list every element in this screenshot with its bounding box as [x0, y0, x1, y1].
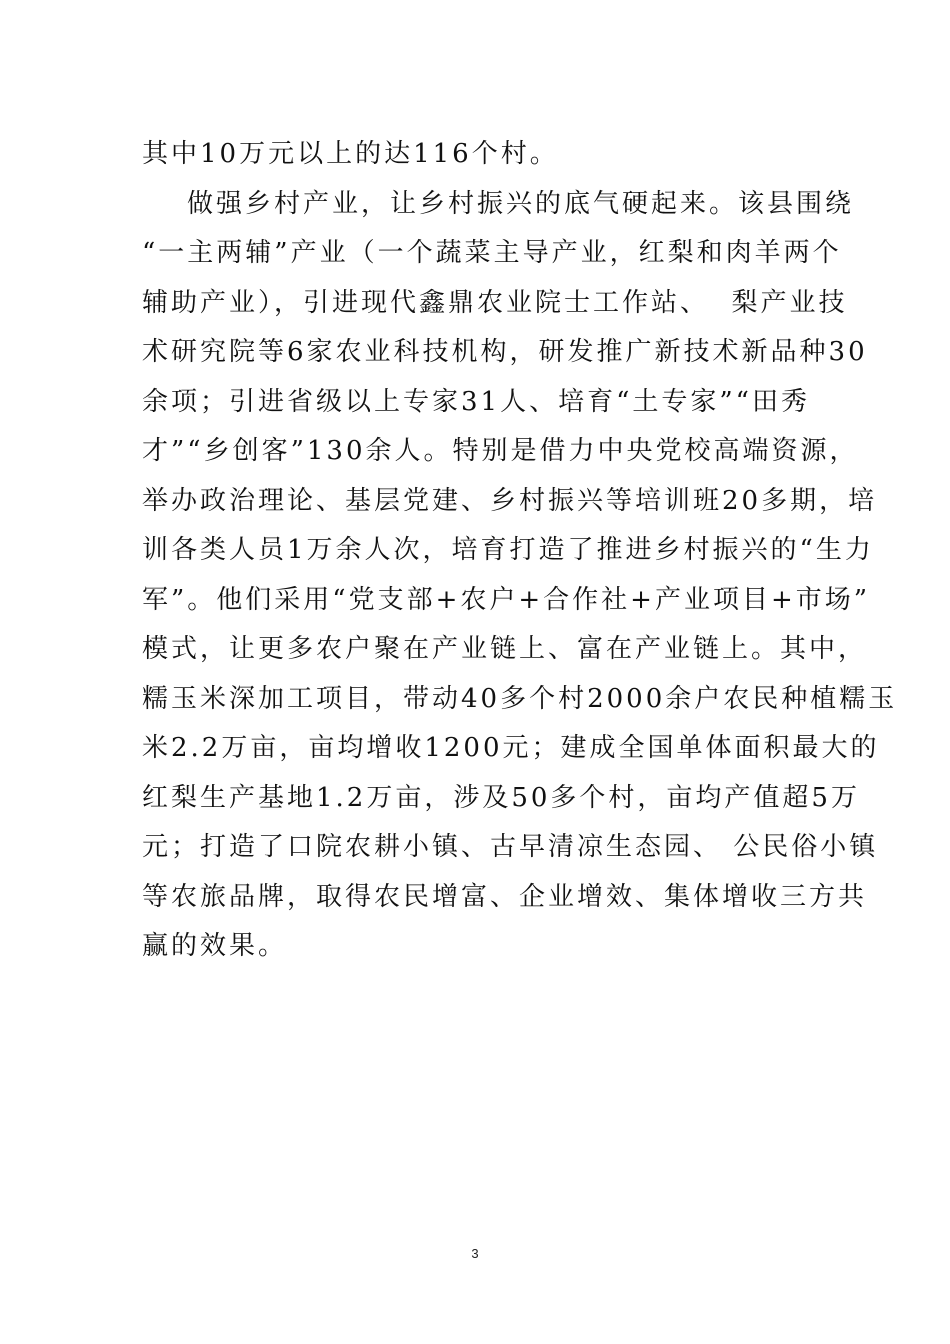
- text-line: 军”。他们采用“党支部+农户+合作社+产业项目+市场”: [142, 584, 871, 615]
- page-number: 3: [471, 1246, 479, 1261]
- text-line: 模式，让更多农户聚在产业链上、富在产业链上。其中，: [142, 634, 868, 664]
- text-line: 做强乡村产业，让乡村振兴的底气硬起来。该县围绕: [142, 188, 855, 219]
- text-line: 术研究院等6家农业科技机构，研发推广新技术新品种30: [142, 337, 868, 367]
- body-text: [142, 130, 898, 972]
- text-line: 才”“乡创客”130余人。特别是借力中央党校高端资源，: [142, 436, 859, 466]
- text-line: 红梨生产基地1.2万亩，涉及50多个村，亩均产值超5万: [142, 782, 860, 813]
- text-line: 赢的效果。: [142, 931, 288, 961]
- text-line: 米2.2万亩，亩均增收1200元；建成全国单体面积最大的: [142, 733, 880, 763]
- text-line: “一主两辅”产业（一个蔬菜主导产业，红梨和肉羊两个: [142, 238, 842, 268]
- text-line: 元；打造了口院农耕小镇、古早清凉生态园、 公民俗小镇: [142, 832, 879, 862]
- text-line: 辅助产业），引进现代鑫鼎农业院士工作站、 梨产业技: [142, 287, 848, 318]
- text-line: 训各类人员1万余人次，培育打造了推进乡村振兴的“生力: [142, 535, 874, 565]
- text-line: 其中10万元以上的达116个村。: [142, 139, 559, 169]
- text-line: 等农旅品牌，取得农民增富、企业增效、集体增收三方共: [142, 881, 868, 912]
- text-line: 举办政治理论、基层党建、乡村振兴等培训班20多期，培: [142, 485, 878, 516]
- text-line: 糯玉米深加工项目，带动40多个村2000余户农民种植糯玉: [142, 683, 898, 714]
- text-line: 余项；引进省级以上专家31人、培育“土专家”“田秀: [142, 386, 810, 417]
